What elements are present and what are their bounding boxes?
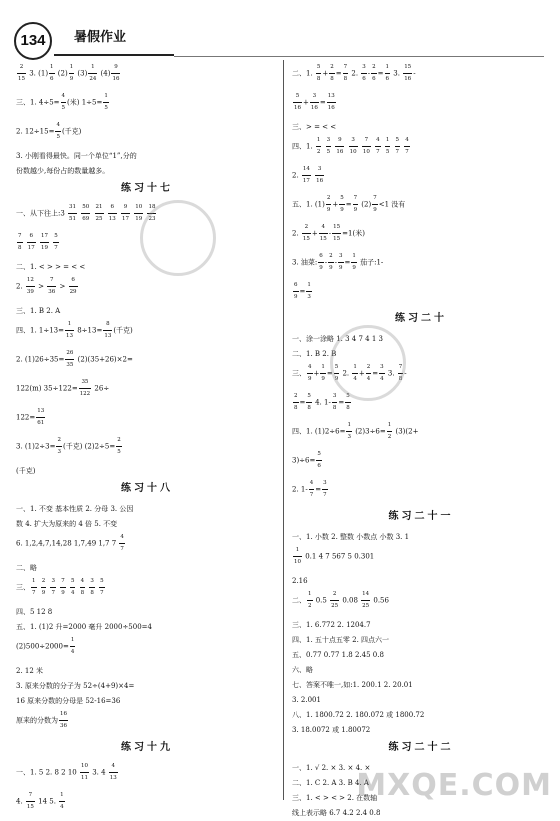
fraction: $\frac{5}{7}$ <box>54 233 58 251</box>
answer-line: 八、1. 1800.72 2. 180.072 或 1800.72 <box>292 711 425 719</box>
fraction: $\frac{10}{11}$ <box>80 763 88 781</box>
answer-line: 3. 油菜: $\frac{6}{9}$ - $\frac{2}{9}$ - $\frac{3}{9}$ = $\frac{1}{9}$ 茄子:1- <box>292 251 550 279</box>
answer-line: $\frac{1}{10}$ 0.1 4 7 567 5 0.301 <box>292 545 550 573</box>
answer-line: 2. (1)26÷35= $\frac{26}{35}$ (2)(35+26)×2= <box>16 348 278 376</box>
fraction: $\frac{4}{7}$ <box>309 480 314 498</box>
fraction: $\frac{13}{16}$ <box>327 93 335 111</box>
answer-line: (千克) <box>16 467 36 475</box>
answer-line: 一、1. 小数 2. 整数 小数点 小数 3. 1 <box>292 533 410 541</box>
fraction: $\frac{7}{15}$ <box>26 792 34 810</box>
answer-line: 3)÷6= $\frac{5}{6}$ <box>292 449 550 477</box>
answer-line: 四、1. $\frac{1}{2}$ $\frac{3}{5}$ $\frac{9}{16}$ $\frac{3}{10}$ $\frac{7}{10}$ $\frac{4}{7}$ $\frac{1}{5}$ $\frac{5}{7}$ $\frac{4}{7}$ <box>292 135 550 163</box>
fraction: $\frac{1}{3}$ <box>307 282 311 300</box>
answer-line: 四、1. (1)2÷6= $\frac{1}{3}$ (2)3÷6= $\frac{1}{2}$ (3)(2+ <box>292 420 550 448</box>
fraction: $\frac{1}{9}$ <box>69 64 74 82</box>
fraction: $\frac{5}{4}$ <box>70 578 75 596</box>
answer-line: 一、1. √ 2. × 3. × 4. × <box>292 764 371 772</box>
fraction: $\frac{1}{5}$ <box>385 137 390 155</box>
fraction: $\frac{1}{9}$ <box>352 253 356 271</box>
header-title: 暑假作业 <box>74 30 127 45</box>
fraction: $\frac{2}{3}$ <box>57 437 61 455</box>
page-number: 134 <box>14 22 52 60</box>
fraction: $\frac{10}{19}$ <box>135 204 143 222</box>
fraction: $\frac{4}{9}$ <box>308 364 312 382</box>
fraction: $\frac{2}{15}$ <box>302 224 310 242</box>
fraction: $\frac{5}{7}$ <box>100 578 104 596</box>
section-title: 练习十七 <box>121 183 173 194</box>
fraction: $\frac{1}{2}$ <box>316 137 321 155</box>
answer-line: 三、> = < < <box>292 123 337 131</box>
answer-line: 一、从下往上:3 $\frac{31}{51}$ $\frac{50}{69}$ $\frac{21}{25}$ $\frac{6}{13}$ $\frac{9}{17}$ $\frac{10}{19}$ $\frac{18}{23}$ <box>16 202 278 230</box>
answer-line: 2. 12÷15= $\frac{4}{5}$ (千克) <box>16 120 278 148</box>
section-title: 练习二十二 <box>388 742 454 753</box>
header-rule-thick <box>54 54 174 56</box>
fraction: $\frac{50}{69}$ <box>82 204 90 222</box>
answer-line: 线上表示略 6.7 4.2 2.4 0.8 <box>292 809 381 817</box>
left-column <box>16 62 278 819</box>
fraction: $\frac{7}{36}$ <box>48 277 56 295</box>
fraction: $\frac{5}{8}$ <box>307 393 311 411</box>
fraction: $\frac{6}{29}$ <box>69 277 77 295</box>
fraction: $\frac{4}{8}$ <box>80 578 85 596</box>
fraction: $\frac{1}{4}$ <box>70 637 75 655</box>
fraction: $\frac{2}{9}$ <box>329 253 333 271</box>
answer-line: 五、1. (1) $\frac{2}{9}$ + $\frac{5}{9}$ = $\frac{7}{9}$ (2) $\frac{7}{9}$ <1 没有 <box>292 193 550 221</box>
answer-line: 4. $\frac{7}{15}$ 14 5. $\frac{1}{4}$ <box>16 790 278 818</box>
answer-line: 6. 1,2,4,7,14,28 1,7,49 1,7 7 $\frac{4}{7}$ <box>16 532 278 560</box>
fraction: $\frac{6}{17}$ <box>27 233 35 251</box>
fraction: $\frac{6}{9}$ <box>294 282 298 300</box>
answer-line: 一、1. 不变 基本性质 2. 分母 3. 公因 <box>16 505 134 513</box>
fraction: $\frac{9}{16}$ <box>336 137 344 155</box>
fraction: $\frac{7}{10}$ <box>362 137 370 155</box>
section-title: 练习十八 <box>121 483 173 494</box>
answer-line: 三、1. 6.772 2. 1204.7 <box>292 621 371 629</box>
fraction: $\frac{1}{5}$ <box>104 93 108 111</box>
answer-line: 三、 $\frac{1}{7}$ $\frac{2}{9}$ $\frac{3}{7}$ $\frac{7}{9}$ $\frac{5}{4}$ $\frac{4}{8}$ $\frac{3}{8}$ $\frac{5}{7}$ <box>16 576 278 604</box>
fraction: $\frac{3}{8}$ <box>90 578 94 596</box>
section-title: 练习二十一 <box>388 511 454 522</box>
fraction: $\frac{3}{16}$ <box>316 166 324 184</box>
fraction: $\frac{17}{19}$ <box>40 233 48 251</box>
fraction: $\frac{4}{13}$ <box>109 763 117 781</box>
answer-line: 六、略 <box>292 666 313 674</box>
fraction: $\frac{21}{25}$ <box>95 204 103 222</box>
fraction: $\frac{4}{7}$ <box>405 137 409 155</box>
column-divider <box>283 60 284 800</box>
answer-line: 三、1. 4÷5= $\frac{4}{5}$ (米) 1÷5= $\frac{1}{5}$ <box>16 91 278 119</box>
answer-line: 三、1. B 2. A <box>16 307 61 315</box>
fraction: $\frac{9}{17}$ <box>121 204 129 222</box>
watermark: MXQE.COM <box>356 768 552 803</box>
fraction: $\frac{1}{4}$ <box>60 792 64 810</box>
page-header <box>14 22 544 52</box>
answer-line: 一、涂一涂略 1. 3 4 7 4 1 3 <box>292 335 383 343</box>
fraction: $\frac{1}{6}$ <box>385 64 390 82</box>
fraction: $\frac{3}{9}$ <box>339 253 343 271</box>
answer-line: 3. 原来分数的分子为 52÷(4+9)×4= <box>16 682 135 690</box>
answer-line: 2. $\frac{12}{39}$ > $\frac{7}{36}$ > $\frac{6}{29}$ <box>16 275 278 303</box>
fraction: $\frac{3}{7}$ <box>323 480 327 498</box>
fraction: $\frac{1}{7}$ <box>32 578 36 596</box>
fraction: $\frac{7}{8}$ <box>343 64 348 82</box>
fraction: $\frac{5}{8}$ <box>316 64 321 82</box>
fraction: $\frac{1}{9}$ <box>321 364 325 382</box>
answer-line: 2. $\frac{14}{17}$ $\frac{3}{16}$ <box>292 164 550 192</box>
answer-line: $\frac{2}{15}$ 3. (1) $\frac{1}{6}$ (2) $\frac{1}{9}$ (3) $\frac{1}{24}$ (4) $\frac{9}{16}$ <box>16 62 278 90</box>
fraction: $\frac{2}{6}$ <box>372 64 376 82</box>
answer-line: 3. 2.001 <box>292 696 321 704</box>
fraction: $\frac{1}{2}$ <box>387 422 392 440</box>
fraction: $\frac{1}{6}$ <box>50 64 54 82</box>
fraction: $\frac{1}{24}$ <box>89 64 97 82</box>
answer-line: 3. 小刚看得最快。同一个单位“1”,分的 <box>16 152 137 160</box>
answer-line: 份数越少,每份占的数量越多。 <box>16 167 110 175</box>
fraction: $\frac{2}{15}$ <box>18 64 25 82</box>
fraction: $\frac{1}{3}$ <box>347 422 351 440</box>
answer-line: 三、 $\frac{4}{9}$ + $\frac{1}{9}$ = $\frac{5}{9}$ 2. $\frac{1}{4}$ + $\frac{2}{4}$ = $\frac{3}{4}$ 3. $\frac{7}{8}$ - <box>292 362 550 390</box>
fraction: $\frac{2}{8}$ <box>294 393 298 411</box>
answer-line: 二、 $\frac{1}{2}$ 0.5 $\frac{2}{25}$ 0.08 $\frac{14}{25}$ 0.56 <box>292 589 550 617</box>
answer-line: 二、1. B 2. B <box>292 350 337 358</box>
fraction: $\frac{7}{8}$ <box>18 233 22 251</box>
answer-line: 3. (1)2÷3= $\frac{2}{3}$ (千克) (2)2÷5= $\frac{2}{5}$ <box>16 435 278 463</box>
fraction: $\frac{26}{35}$ <box>66 350 74 368</box>
fraction: $\frac{2}{9}$ <box>326 195 331 213</box>
fraction: $\frac{14}{17}$ <box>302 166 310 184</box>
answer-line: 3. 18.0072 或 1.80072 <box>292 726 371 734</box>
fraction: $\frac{7}{8}$ <box>398 364 403 382</box>
fraction: $\frac{7}{9}$ <box>353 195 358 213</box>
fraction: $\frac{15}{16}$ <box>404 64 412 82</box>
fraction: $\frac{18}{23}$ <box>148 204 156 222</box>
section-title: 练习二十 <box>395 313 447 324</box>
fraction: $\frac{3}{7}$ <box>51 578 55 596</box>
fraction: $\frac{5}{6}$ <box>317 451 321 469</box>
answer-line: 122= $\frac{13}{61}$ <box>16 406 278 434</box>
answer-line: 五、0.77 0.77 1.8 2.45 0.8 <box>292 651 384 659</box>
answer-line: 七、答案不唯一,如:1. 200.1 2. 20.01 <box>292 681 413 689</box>
fraction: $\frac{2}{8}$ <box>330 64 334 82</box>
fraction: $\frac{31}{51}$ <box>69 204 77 222</box>
watermark-stamp <box>330 325 406 401</box>
answer-line: 16 原来分数的分母是 52-16=36 <box>16 697 121 705</box>
answer-line: 二、1. $\frac{5}{8}$ + $\frac{2}{8}$ = $\frac{7}{8}$ 2. $\frac{3}{6}$ - $\frac{2}{6}$ = $\frac{1}{6}$ 3. $\frac{15}{16}$ - <box>292 62 550 90</box>
fraction: $\frac{2}{4}$ <box>366 364 371 382</box>
fraction: $\frac{13}{61}$ <box>37 408 45 426</box>
fraction: $\frac{3}{8}$ <box>332 393 337 411</box>
fraction: $\frac{3}{10}$ <box>349 137 357 155</box>
fraction: $\frac{4}{7}$ <box>376 137 380 155</box>
fraction: $\frac{16}{36}$ <box>60 711 67 729</box>
fraction: $\frac{5}{9}$ <box>334 364 339 382</box>
answer-line: 二、1. < > > = < < <box>16 263 86 271</box>
answer-line: 二、略 <box>16 564 37 572</box>
answer-line: 2. 12 米 <box>16 667 44 675</box>
fraction: $\frac{1}{13}$ <box>66 321 73 339</box>
fraction: $\frac{7}{9}$ <box>373 195 377 213</box>
answer-line: 2. 1- $\frac{4}{7}$ = $\frac{3}{7}$ <box>292 478 550 506</box>
fraction: $\frac{3}{5}$ <box>326 137 331 155</box>
fraction: $\frac{4}{7}$ <box>120 534 124 552</box>
answer-line: 四、1. 1÷13= $\frac{1}{13}$ 8÷13= $\frac{8}{13}$ (千克) <box>16 319 278 347</box>
answer-line: $\frac{2}{8}$ = $\frac{5}{8}$ 4. 1- $\frac{3}{8}$ = $\frac{5}{8}$ <box>292 391 550 419</box>
fraction: $\frac{4}{5}$ <box>56 122 60 140</box>
fraction: $\frac{12}{39}$ <box>26 277 34 295</box>
right-column <box>292 62 550 821</box>
section-title: 练习十九 <box>121 742 173 753</box>
fraction: $\frac{2}{25}$ <box>331 591 339 609</box>
fraction: $\frac{2}{9}$ <box>41 578 46 596</box>
watermark-stamp <box>140 200 216 276</box>
answer-line: 2. $\frac{2}{15}$ + $\frac{4}{15}$ - $\frac{15}{15}$ =1(米) <box>292 222 550 250</box>
fraction: $\frac{4}{5}$ <box>61 93 66 111</box>
answer-line: 122(m) 35÷122= $\frac{35}{122}$ 26÷ <box>16 377 278 405</box>
answer-line: 2.16 <box>292 577 308 585</box>
fraction: $\frac{5}{16}$ <box>294 93 301 111</box>
fraction: $\frac{1}{4}$ <box>353 364 357 382</box>
answer-line: (2)500÷2000= $\frac{1}{4}$ <box>16 635 278 663</box>
fraction: $\frac{35}{122}$ <box>79 379 91 397</box>
answer-line: $\frac{5}{16}$ + $\frac{3}{16}$ = $\frac{13}{16}$ <box>292 91 550 119</box>
fraction: $\frac{6}{9}$ <box>319 253 323 271</box>
fraction: $\frac{7}{9}$ <box>61 578 65 596</box>
fraction: $\frac{2}{5}$ <box>117 437 121 455</box>
fraction: $\frac{6}{13}$ <box>108 204 116 222</box>
fraction: $\frac{3}{16}$ <box>310 93 318 111</box>
fraction: $\frac{3}{4}$ <box>380 364 384 382</box>
answer-line: $\frac{6}{9}$ = $\frac{1}{3}$ <box>292 280 550 308</box>
fraction: $\frac{3}{6}$ <box>362 64 366 82</box>
fraction: $\frac{15}{15}$ <box>333 224 341 242</box>
fraction: $\frac{1}{2}$ <box>308 591 312 609</box>
answer-line: 数 4. 扩大为原来的 4 倍 5. 不变 <box>16 520 118 528</box>
fraction: $\frac{1}{10}$ <box>294 547 301 565</box>
fraction: $\frac{8}{13}$ <box>104 321 112 339</box>
header-rule-thin <box>174 56 544 57</box>
answer-line: 四、1. 五十点五零 2. 四点六一 <box>292 636 390 644</box>
fraction: $\frac{5}{8}$ <box>346 393 350 411</box>
fraction: $\frac{5}{7}$ <box>395 137 400 155</box>
fraction: $\frac{4}{15}$ <box>319 224 327 242</box>
answer-line: 五、1. (1)2 升=2000 毫升 2000÷500=4 <box>16 623 152 631</box>
fraction: $\frac{14}{25}$ <box>362 591 370 609</box>
fraction: $\frac{5}{9}$ <box>340 195 344 213</box>
fraction: $\frac{9}{16}$ <box>112 64 120 82</box>
answer-line: 二、1. C 2. A 3. B 4. A <box>292 779 369 787</box>
answer-line: 一、1. 5 2. 8 2 10 $\frac{10}{11}$ 3. 4 $\frac{4}{13}$ <box>16 761 278 789</box>
answer-line: 三、1. < > < > 2. 在数轴 <box>292 794 378 802</box>
answer-line: 四、5 12 8 <box>16 608 53 616</box>
answer-line: 原来的分数为 $\frac{16}{36}$ <box>16 709 278 737</box>
